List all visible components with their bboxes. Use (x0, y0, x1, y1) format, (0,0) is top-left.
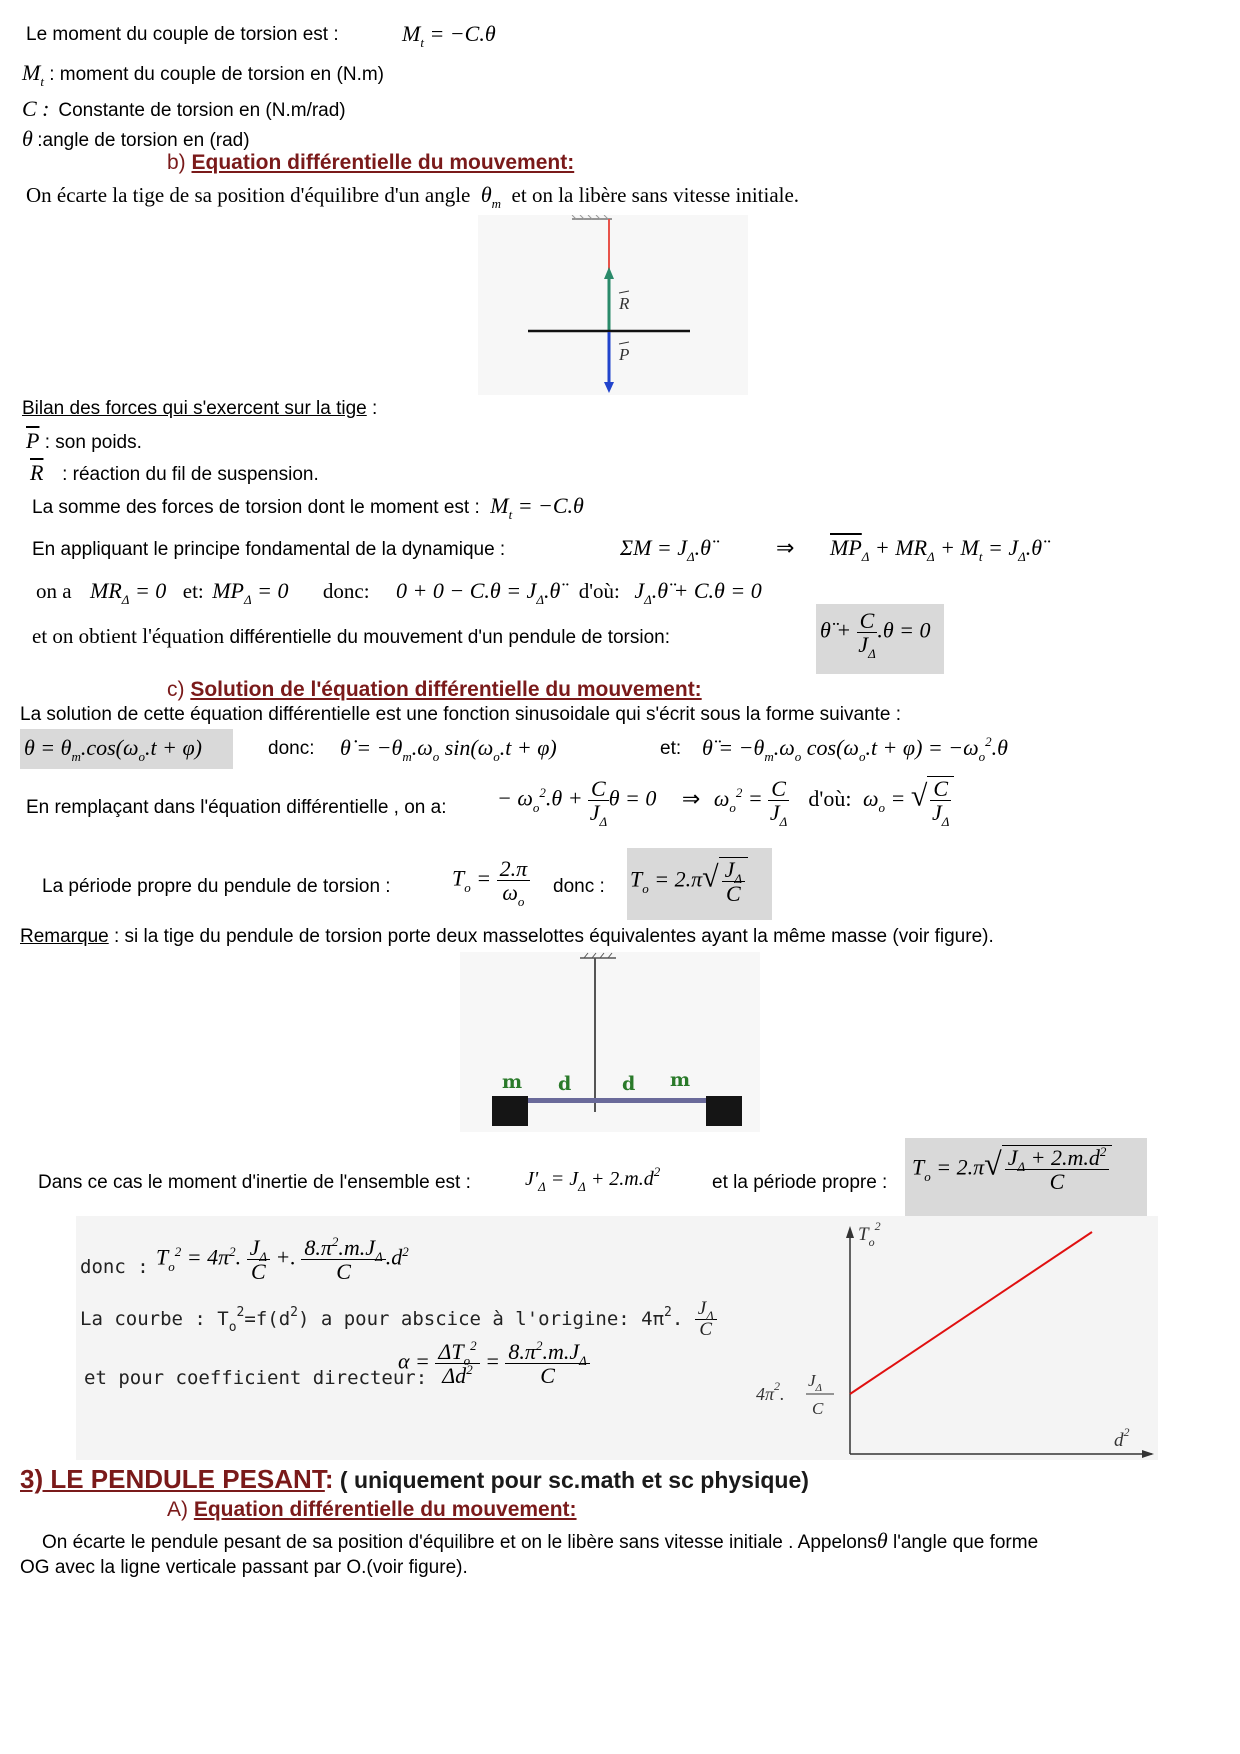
plot-svg (740, 1216, 1160, 1460)
periode-text: La période propre du pendule de torsion : (42, 876, 391, 897)
final-eq-line: et on obtient l'équation différentielle du mouvement d'un pendule de torsion: (32, 624, 671, 648)
section-b-intro: On écarte la tige de sa position d'équilibre d'un angle $\theta_m$ et on la libère sans vitesse initiale. (26, 182, 800, 211)
solution-d1: θ̇ = $-\theta_m.\omega_o$ $\sin(\omega_o.t + \varphi)$ (340, 735, 557, 764)
section-b-title: b) Equation différentielle du mouvement: (167, 151, 575, 174)
solution-eq: $\theta = \theta_m.\cos(\omega_o.t + \varphi)$ (24, 735, 203, 764)
plot-y-label: $T_o^2$ (858, 1219, 881, 1249)
section-c-intro: La solution de cette équation différentielle est une fonction sinusoidale qui s'écrit sous la forme suivante : (20, 704, 901, 725)
section-3-title: 3) LE PENDULE PESANT: ( uniquement pour sc.math et sc physique) (20, 1464, 809, 1494)
periode-eq2: $T_o = 2.\pi√$ $\frac{J_\Delta}{C}$ (630, 857, 748, 905)
coef-text: et pour coefficient directeur: (84, 1367, 428, 1389)
force-p-head (604, 382, 614, 393)
def-c: C : Constante de torsion en (N.m/rad) (22, 96, 346, 121)
r-vector-mark (619, 291, 629, 293)
plot-x-label: $d^2$ (1114, 1425, 1130, 1451)
label-d-left: d (558, 1073, 572, 1095)
label-m-right: m (670, 1069, 691, 1091)
pfd-eq1: $\Sigma M = J_\Delta.\thetä$ (620, 535, 711, 564)
graph-donc: donc : (80, 1256, 149, 1278)
solution-d2: θ̈ = $-\theta_m.\omega_o$ $\cos(\omega_o.t + \varphi) = -\omega_o^2.\theta$ (702, 734, 1008, 764)
final-eq: θ̈ + $\frac{C}{J_\Delta}$ .θ = 0 (820, 608, 931, 662)
periode3-eq: $T_o = 2.\pi√$ $\frac{J_\Delta + 2.m.d^2}{C}$ (912, 1145, 1112, 1193)
eq-moment: $M_t = -C.\theta$ (402, 21, 496, 50)
courbe-text: La courbe : $T_o^2=f(d^2)$ a pour abscice à l'origine: $4\pi^2$. $\frac{J_\Delta}{C}$ (80, 1299, 717, 1340)
pfd-eq2: $\overline{MP}_\Delta + MR_\Delta + M_t$ = $J_\Delta.\thetä$ (830, 535, 1043, 564)
def-theta: θ :angle de torsion en (rad) (22, 126, 250, 151)
mass-left (492, 1096, 528, 1126)
forces-heading: Bilan des forces qui s'exercent sur la tige : (22, 398, 378, 419)
pfd-text: En appliquant le principe fondamental de la dynamique : (32, 539, 506, 560)
somme-line: La somme des forces de torsion dont le moment est : $M_t = -C.\theta$ (32, 493, 584, 522)
section-3-para-2: OG avec la ligne verticale passant par O.(voir figure). (20, 1557, 468, 1578)
label-r: R (619, 294, 630, 313)
label-p: P (619, 345, 630, 364)
periode-eq: $T_o$ = $\frac{2.\pi}{\omega_o}$ (452, 857, 530, 904)
figure-masses-svg (460, 952, 760, 1132)
section-3a-title: A) Equation différentielle du mouvement: (167, 1498, 577, 1521)
et-periode-text: et la période propre : (712, 1172, 888, 1193)
figure-two-masses (460, 952, 760, 1132)
figure-torsion-svg (478, 215, 748, 395)
force-r-line: $\overline{R}$ : réaction du fil de suspension. (30, 460, 319, 485)
line-moment: Le moment du couple de torsion est : (26, 24, 339, 45)
periode-donc: donc : (553, 876, 605, 897)
coef-eq: α = $\frac{\Delta T_o^2}{\Delta d^2}$ = $\frac{8.\pi^2.m.J_\Delta}{C}$ (398, 1340, 590, 1387)
force-p-line: $\overline{P}$ : son poids. (26, 428, 142, 453)
solution-donc: donc: (268, 738, 315, 759)
ona-line: on a $MR_\Delta = 0$ et: $MP_\Delta = 0$ donc: $0 + 0 - C.\theta = J_\Delta.\thetä$ d'où: $J_\Delta.\thetä + C.\theta = 0$ (36, 578, 762, 607)
remarque-line: Remarque : si la tige du pendule de torsion porte deux masselottes équivalentes ayant la même masse (voir figure). (20, 926, 994, 947)
graph-eq1: $T_o^2 = 4\pi^2$. $\frac{J_\Delta}{C}$ +. $\frac{8.\pi^2.m.J_\Delta}{C}$ $.d^2$ (156, 1234, 409, 1285)
pfd-arrow: ⇒ (776, 535, 795, 560)
solution-et: et: (660, 738, 682, 759)
plot-intercept-num: $J_\Delta$ (808, 1371, 823, 1394)
replace-text: En remplaçant dans l'équation différentielle , on a: (26, 797, 447, 818)
y-axis-head (846, 1226, 854, 1238)
def-mt: $M_t$ : moment du couple de torsion en (N.m) (22, 60, 384, 89)
section-c-title: c) Solution de l'équation différentielle du mouvement: (167, 678, 702, 701)
replace-eq: − $\omega_o^2.\theta$ + $\frac{C}{J_\Delta}$ θ = 0 ⇒ $\omega_o^2$ = $\frac{C}{J_\Delta}$ d'où: $\omega_o$ = √ $\frac{C}{J_\Delta}$ (497, 776, 954, 824)
section-3-para-1: On écarte le pendule pesant de sa position d'équilibre et on le libère sans vitesse initiale . Appelonsθ l'angle que forme (42, 1528, 1039, 1553)
plot-t0-d2 (740, 1216, 1160, 1460)
inertie-eq: $J'_\Delta = J_\Delta + 2.m.d^2$ (525, 1164, 661, 1194)
label-m-left: m (502, 1071, 523, 1093)
curve-line (850, 1232, 1092, 1394)
figure-torsion-forces (478, 215, 748, 395)
tige-2 (496, 1098, 738, 1103)
mass-right (706, 1096, 742, 1126)
p-vector-mark (619, 342, 629, 344)
inertie-text: Dans ce cas le moment d'inertie de l'ensemble est : (38, 1172, 471, 1193)
plot-intercept: $4\pi^2$. (756, 1379, 785, 1404)
plot-intercept-den: C (812, 1399, 824, 1418)
force-r-head (604, 267, 614, 279)
label-d-right: d (622, 1073, 636, 1095)
x-axis-head (1142, 1450, 1154, 1458)
